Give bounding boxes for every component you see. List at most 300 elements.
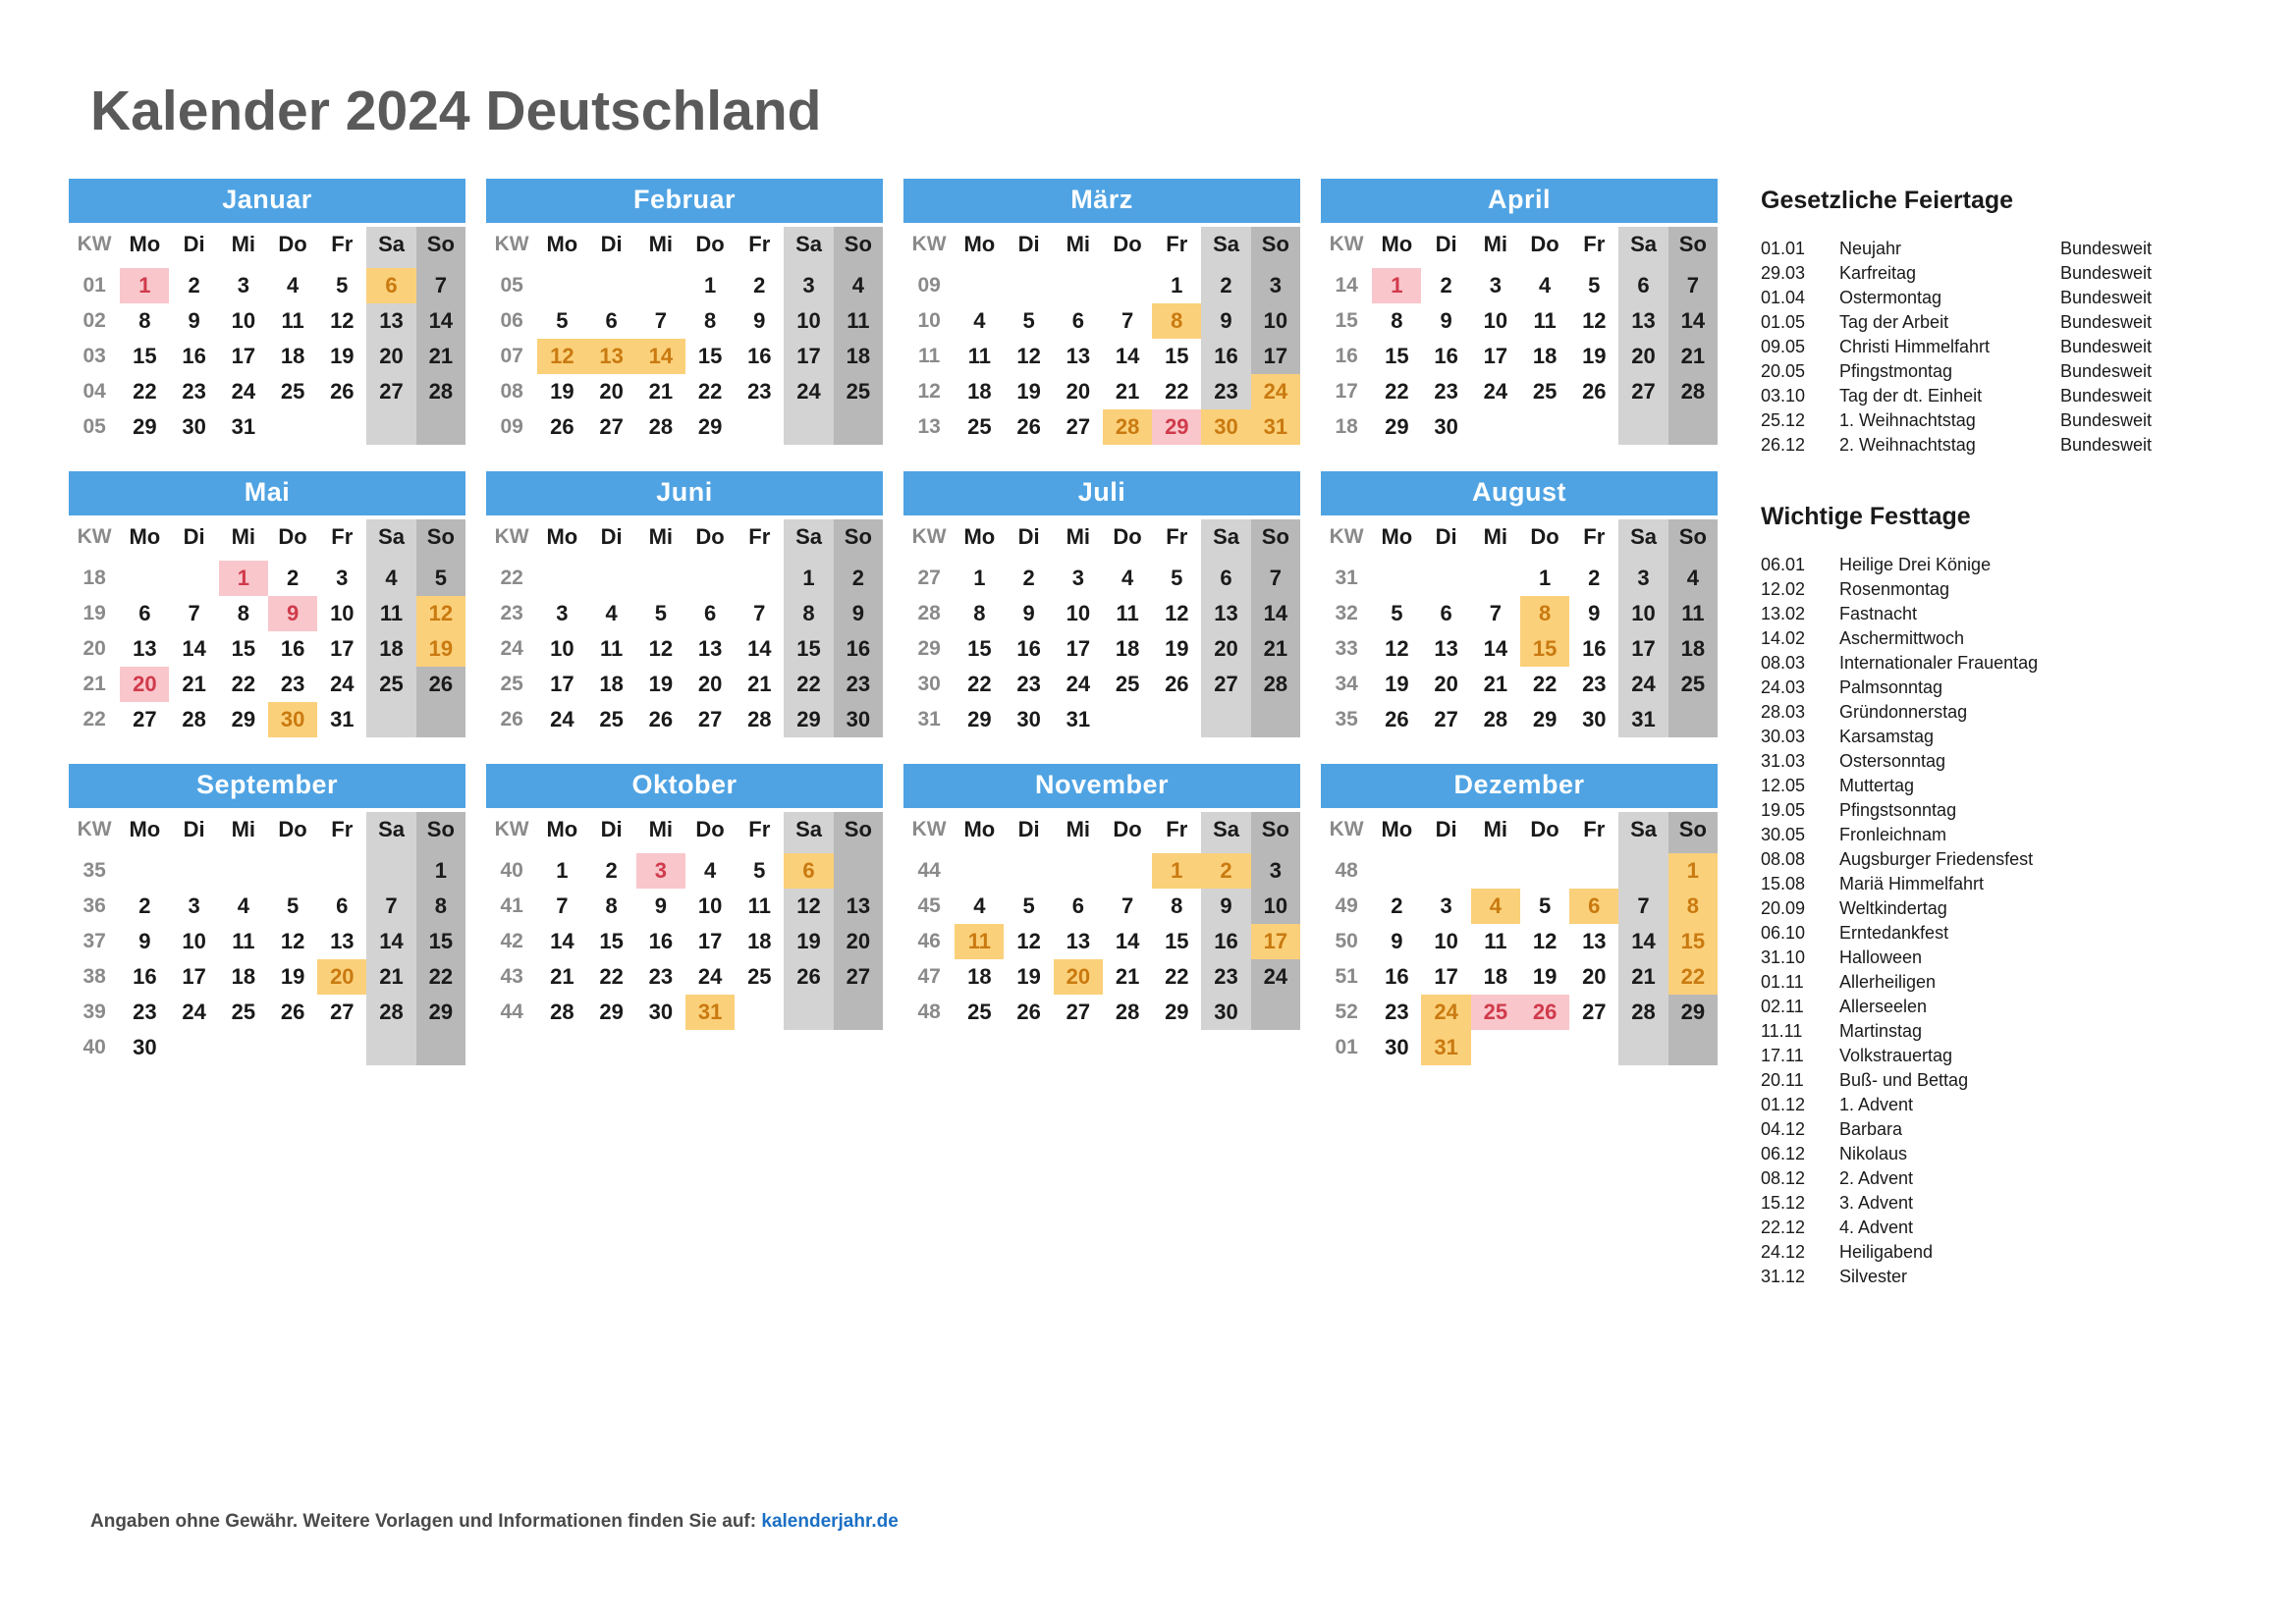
day-cell[interactable]: 26 xyxy=(550,414,574,439)
day-cell[interactable]: 15 xyxy=(231,636,256,661)
day-cell[interactable]: 21 xyxy=(366,959,415,995)
day-cell[interactable]: 2 xyxy=(834,561,883,596)
day-cell[interactable]: 8 xyxy=(973,601,986,625)
day-cell[interactable]: 29 xyxy=(1385,414,1409,439)
day-cell[interactable]: 24 xyxy=(330,672,355,696)
day-cell[interactable]: 20 xyxy=(1582,964,1607,989)
day-cell[interactable]: 11 xyxy=(1484,929,1507,953)
day-cell[interactable]: 4 xyxy=(973,308,986,333)
day-cell[interactable]: 1 xyxy=(120,268,169,303)
day-cell[interactable]: 9 xyxy=(268,596,317,631)
day-cell[interactable]: 19 xyxy=(1385,672,1409,696)
day-cell[interactable]: 21 xyxy=(550,964,574,989)
day-cell[interactable]: 18 xyxy=(599,672,624,696)
day-cell[interactable]: 9 xyxy=(1022,601,1035,625)
day-cell[interactable]: 1 xyxy=(1668,853,1718,889)
day-cell[interactable]: 22 xyxy=(1165,964,1189,989)
day-cell[interactable]: 13 xyxy=(1618,303,1667,339)
day-cell[interactable]: 18 xyxy=(1483,964,1508,989)
day-cell[interactable]: 2 xyxy=(1022,566,1035,590)
day-cell[interactable]: 19 xyxy=(784,924,833,959)
day-cell[interactable]: 3 xyxy=(1618,561,1667,596)
day-cell[interactable]: 29 xyxy=(1668,995,1718,1030)
day-cell[interactable]: 5 xyxy=(1588,273,1601,298)
day-cell[interactable]: 1 xyxy=(556,858,569,883)
day-cell[interactable]: 17 xyxy=(697,929,723,953)
day-cell[interactable]: 10 xyxy=(231,308,256,333)
day-cell[interactable]: 4 xyxy=(237,893,249,918)
day-cell[interactable]: 25 xyxy=(1115,672,1140,696)
day-cell[interactable]: 26 xyxy=(1385,707,1409,731)
day-cell[interactable]: 15 xyxy=(697,344,723,368)
day-cell[interactable]: 11 xyxy=(1668,596,1718,631)
day-cell[interactable]: 3 xyxy=(784,268,833,303)
day-cell[interactable]: 14 xyxy=(366,924,415,959)
day-cell[interactable]: 11 xyxy=(281,308,304,333)
day-cell[interactable]: 13 xyxy=(1434,636,1458,661)
day-cell[interactable]: 11 xyxy=(232,929,255,953)
day-cell[interactable]: 30 xyxy=(1385,1035,1409,1059)
day-cell[interactable]: 7 xyxy=(1121,308,1134,333)
day-cell[interactable]: 11 xyxy=(955,924,1004,959)
day-cell[interactable]: 22 xyxy=(599,964,624,989)
day-cell[interactable]: 30 xyxy=(1434,414,1458,439)
day-cell[interactable]: 3 xyxy=(188,893,200,918)
day-cell[interactable]: 7 xyxy=(188,601,200,625)
day-cell[interactable]: 21 xyxy=(182,672,206,696)
day-cell[interactable]: 12 xyxy=(1016,344,1041,368)
day-cell[interactable]: 5 xyxy=(654,601,667,625)
day-cell[interactable]: 16 xyxy=(648,929,674,953)
day-cell[interactable]: 30 xyxy=(1582,707,1607,731)
day-cell[interactable]: 22 xyxy=(231,672,256,696)
day-cell[interactable]: 18 xyxy=(231,964,256,989)
day-cell[interactable]: 8 xyxy=(703,308,717,333)
day-cell[interactable]: 8 xyxy=(1171,893,1183,918)
day-cell[interactable]: 21 xyxy=(1668,339,1718,374)
day-cell[interactable]: 9 xyxy=(1588,601,1601,625)
day-cell[interactable]: 20 xyxy=(1434,672,1458,696)
day-cell[interactable]: 27 xyxy=(1201,667,1250,702)
day-cell[interactable]: 7 xyxy=(1618,889,1667,924)
day-cell[interactable]: 10 xyxy=(330,601,355,625)
day-cell[interactable]: 17 xyxy=(1251,924,1300,959)
day-cell[interactable]: 26 xyxy=(1165,672,1189,696)
day-cell[interactable]: 5 xyxy=(556,308,569,333)
day-cell[interactable]: 11 xyxy=(366,596,415,631)
day-cell[interactable]: 6 xyxy=(1201,561,1250,596)
day-cell[interactable]: 5 xyxy=(753,858,766,883)
day-cell[interactable]: 27 xyxy=(133,707,157,731)
day-cell[interactable]: 10 xyxy=(1251,889,1300,924)
day-cell[interactable]: 19 xyxy=(1532,964,1558,989)
day-cell[interactable]: 24 xyxy=(550,707,574,731)
day-cell[interactable]: 23 xyxy=(1016,672,1041,696)
day-cell[interactable]: 6 xyxy=(366,268,415,303)
day-cell[interactable]: 29 xyxy=(967,707,992,731)
day-cell[interactable]: 8 xyxy=(1668,889,1718,924)
day-cell[interactable]: 4 xyxy=(605,601,618,625)
day-cell[interactable]: 25 xyxy=(967,414,992,439)
day-cell[interactable]: 24 xyxy=(182,1000,206,1024)
day-cell[interactable]: 18 xyxy=(967,379,992,404)
day-cell[interactable]: 31 xyxy=(1421,1030,1470,1065)
day-cell[interactable]: 11 xyxy=(834,303,883,339)
day-cell[interactable]: 15 xyxy=(784,631,833,667)
day-cell[interactable]: 13 xyxy=(697,636,723,661)
day-cell[interactable]: 22 xyxy=(1165,379,1189,404)
day-cell[interactable]: 20 xyxy=(1066,379,1091,404)
day-cell[interactable]: 23 xyxy=(1582,672,1607,696)
day-cell[interactable]: 9 xyxy=(834,596,883,631)
day-cell[interactable]: 25 xyxy=(599,707,624,731)
day-cell[interactable]: 13 xyxy=(1066,929,1091,953)
day-cell[interactable]: 23 xyxy=(1201,374,1250,409)
day-cell[interactable]: 30 xyxy=(834,702,883,737)
day-cell[interactable]: 5 xyxy=(336,273,349,298)
day-cell[interactable]: 8 xyxy=(237,601,249,625)
day-cell[interactable]: 1 xyxy=(703,273,717,298)
day-cell[interactable]: 22 xyxy=(967,672,992,696)
day-cell[interactable]: 29 xyxy=(1152,409,1201,445)
day-cell[interactable]: 10 xyxy=(1618,596,1667,631)
day-cell[interactable]: 11 xyxy=(1116,601,1139,625)
day-cell[interactable]: 2 xyxy=(1201,268,1250,303)
day-cell[interactable]: 16 xyxy=(1434,344,1458,368)
day-cell[interactable]: 13 xyxy=(1582,929,1607,953)
day-cell[interactable]: 23 xyxy=(280,672,305,696)
day-cell[interactable]: 2 xyxy=(753,273,766,298)
day-cell[interactable]: 23 xyxy=(747,379,772,404)
day-cell[interactable]: 27 xyxy=(366,374,415,409)
day-cell[interactable]: 11 xyxy=(967,344,991,368)
day-cell[interactable]: 12 xyxy=(1582,308,1607,333)
day-cell[interactable]: 24 xyxy=(1066,672,1091,696)
day-cell[interactable]: 15 xyxy=(967,636,992,661)
day-cell[interactable]: 31 xyxy=(1251,409,1300,445)
day-cell[interactable]: 21 xyxy=(1115,964,1140,989)
day-cell[interactable]: 2 xyxy=(1201,853,1250,889)
day-cell[interactable]: 4 xyxy=(1538,273,1552,298)
day-cell[interactable]: 6 xyxy=(703,601,717,625)
day-cell[interactable]: 8 xyxy=(138,308,151,333)
day-cell[interactable]: 12 xyxy=(784,889,833,924)
day-cell[interactable]: 10 xyxy=(1483,308,1508,333)
day-cell[interactable]: 5 xyxy=(286,893,300,918)
day-cell[interactable]: 1 xyxy=(1152,853,1201,889)
day-cell[interactable]: 6 xyxy=(1618,268,1667,303)
day-cell[interactable]: 8 xyxy=(416,889,465,924)
day-cell[interactable]: 13 xyxy=(586,339,635,374)
day-cell[interactable]: 27 xyxy=(330,1000,355,1024)
day-cell[interactable]: 8 xyxy=(1152,303,1201,339)
day-cell[interactable]: 9 xyxy=(1201,889,1250,924)
day-cell[interactable]: 26 xyxy=(648,707,674,731)
day-cell[interactable]: 14 xyxy=(1483,636,1508,661)
day-cell[interactable]: 28 xyxy=(550,1000,574,1024)
day-cell[interactable]: 8 xyxy=(1520,596,1569,631)
day-cell[interactable]: 23 xyxy=(1201,959,1250,995)
day-cell[interactable]: 4 xyxy=(973,893,986,918)
day-cell[interactable]: 20 xyxy=(120,667,169,702)
day-cell[interactable]: 24 xyxy=(1483,379,1508,404)
day-cell[interactable]: 12 xyxy=(330,308,355,333)
day-cell[interactable]: 15 xyxy=(133,344,157,368)
day-cell[interactable]: 26 xyxy=(416,667,465,702)
day-cell[interactable]: 10 xyxy=(1066,601,1091,625)
day-cell[interactable]: 13 xyxy=(330,929,355,953)
day-cell[interactable]: 5 xyxy=(1022,308,1035,333)
day-cell[interactable]: 27 xyxy=(1618,374,1667,409)
day-cell[interactable]: 16 xyxy=(1201,924,1250,959)
day-cell[interactable]: 6 xyxy=(1071,893,1084,918)
day-cell[interactable]: 1 xyxy=(416,853,465,889)
day-cell[interactable]: 28 xyxy=(182,707,206,731)
day-cell[interactable]: 2 xyxy=(286,566,300,590)
footer-link[interactable]: kalenderjahr.de xyxy=(761,1511,899,1532)
day-cell[interactable]: 5 xyxy=(1171,566,1183,590)
day-cell[interactable]: 23 xyxy=(648,964,674,989)
day-cell[interactable]: 21 xyxy=(416,339,465,374)
day-cell[interactable]: 30 xyxy=(1016,707,1041,731)
day-cell[interactable]: 24 xyxy=(1618,667,1667,702)
day-cell[interactable]: 16 xyxy=(182,344,206,368)
day-cell[interactable]: 13 xyxy=(1201,596,1250,631)
day-cell[interactable]: 28 xyxy=(416,374,465,409)
day-cell[interactable]: 26 xyxy=(280,1000,305,1024)
day-cell[interactable]: 11 xyxy=(747,893,771,918)
day-cell[interactable]: 4 xyxy=(286,273,300,298)
day-cell[interactable]: 14 xyxy=(182,636,206,661)
day-cell[interactable]: 20 xyxy=(834,924,883,959)
day-cell[interactable]: 8 xyxy=(1391,308,1403,333)
day-cell[interactable]: 13 xyxy=(133,636,157,661)
day-cell[interactable]: 22 xyxy=(1668,959,1718,995)
day-cell[interactable]: 3 xyxy=(1440,893,1452,918)
day-cell[interactable]: 16 xyxy=(1385,964,1409,989)
day-cell[interactable]: 4 xyxy=(1471,889,1520,924)
day-cell[interactable]: 18 xyxy=(1115,636,1140,661)
day-cell[interactable]: 22 xyxy=(416,959,465,995)
day-cell[interactable]: 1 xyxy=(1372,268,1421,303)
day-cell[interactable]: 6 xyxy=(605,308,618,333)
day-cell[interactable]: 18 xyxy=(280,344,305,368)
day-cell[interactable]: 6 xyxy=(1071,308,1084,333)
day-cell[interactable]: 12 xyxy=(648,636,674,661)
day-cell[interactable]: 13 xyxy=(834,889,883,924)
day-cell[interactable]: 28 xyxy=(648,414,674,439)
day-cell[interactable]: 4 xyxy=(1668,561,1718,596)
day-cell[interactable]: 14 xyxy=(1115,929,1140,953)
day-cell[interactable]: 15 xyxy=(1385,344,1409,368)
day-cell[interactable]: 16 xyxy=(133,964,157,989)
day-cell[interactable]: 4 xyxy=(834,268,883,303)
day-cell[interactable]: 16 xyxy=(280,636,305,661)
day-cell[interactable]: 3 xyxy=(1071,566,1084,590)
day-cell[interactable]: 1 xyxy=(784,561,833,596)
day-cell[interactable]: 9 xyxy=(138,929,151,953)
day-cell[interactable]: 19 xyxy=(1582,344,1607,368)
day-cell[interactable]: 18 xyxy=(967,964,992,989)
day-cell[interactable]: 9 xyxy=(753,308,766,333)
day-cell[interactable]: 22 xyxy=(697,379,723,404)
day-cell[interactable]: 4 xyxy=(366,561,415,596)
day-cell[interactable]: 28 xyxy=(366,995,415,1030)
day-cell[interactable]: 21 xyxy=(1618,959,1667,995)
day-cell[interactable]: 27 xyxy=(1434,707,1458,731)
day-cell[interactable]: 28 xyxy=(1251,667,1300,702)
day-cell[interactable]: 10 xyxy=(182,929,206,953)
day-cell[interactable]: 27 xyxy=(1582,1000,1607,1024)
day-cell[interactable]: 31 xyxy=(231,414,256,439)
day-cell[interactable]: 24 xyxy=(1421,995,1470,1030)
day-cell[interactable]: 3 xyxy=(1489,273,1502,298)
day-cell[interactable]: 3 xyxy=(556,601,569,625)
day-cell[interactable]: 17 xyxy=(330,636,355,661)
day-cell[interactable]: 12 xyxy=(1165,601,1189,625)
day-cell[interactable]: 16 xyxy=(747,344,772,368)
day-cell[interactable]: 18 xyxy=(1668,631,1718,667)
day-cell[interactable]: 23 xyxy=(834,667,883,702)
day-cell[interactable]: 27 xyxy=(834,959,883,995)
day-cell[interactable]: 20 xyxy=(1054,959,1103,995)
day-cell[interactable]: 7 xyxy=(753,601,766,625)
day-cell[interactable]: 13 xyxy=(1066,344,1091,368)
day-cell[interactable]: 31 xyxy=(330,707,355,731)
day-cell[interactable]: 28 xyxy=(1103,409,1152,445)
day-cell[interactable]: 26 xyxy=(1520,995,1569,1030)
day-cell[interactable]: 10 xyxy=(1434,929,1458,953)
day-cell[interactable]: 29 xyxy=(599,1000,624,1024)
day-cell[interactable]: 30 xyxy=(648,1000,674,1024)
day-cell[interactable]: 7 xyxy=(654,308,667,333)
day-cell[interactable]: 7 xyxy=(556,893,569,918)
day-cell[interactable]: 17 xyxy=(550,672,574,696)
day-cell[interactable]: 7 xyxy=(1489,601,1502,625)
day-cell[interactable]: 3 xyxy=(1251,268,1300,303)
day-cell[interactable]: 30 xyxy=(133,1035,157,1059)
day-cell[interactable]: 1 xyxy=(1171,273,1183,298)
day-cell[interactable]: 13 xyxy=(366,303,415,339)
day-cell[interactable]: 20 xyxy=(366,339,415,374)
day-cell[interactable]: 14 xyxy=(636,339,685,374)
day-cell[interactable]: 14 xyxy=(1115,344,1140,368)
day-cell[interactable]: 7 xyxy=(1121,893,1134,918)
day-cell[interactable]: 3 xyxy=(336,566,349,590)
day-cell[interactable]: 5 xyxy=(1391,601,1403,625)
day-cell[interactable]: 12 xyxy=(280,929,305,953)
day-cell[interactable]: 6 xyxy=(138,601,151,625)
day-cell[interactable]: 3 xyxy=(237,273,249,298)
day-cell[interactable]: 25 xyxy=(1471,995,1520,1030)
day-cell[interactable]: 8 xyxy=(605,893,618,918)
day-cell[interactable]: 30 xyxy=(1201,995,1250,1030)
day-cell[interactable]: 30 xyxy=(182,414,206,439)
day-cell[interactable]: 17 xyxy=(784,339,833,374)
day-cell[interactable]: 26 xyxy=(1582,379,1607,404)
day-cell[interactable]: 25 xyxy=(280,379,305,404)
day-cell[interactable]: 30 xyxy=(268,702,317,737)
day-cell[interactable]: 18 xyxy=(834,339,883,374)
day-cell[interactable]: 9 xyxy=(1440,308,1452,333)
day-cell[interactable]: 1 xyxy=(973,566,986,590)
day-cell[interactable]: 17 xyxy=(231,344,256,368)
day-cell[interactable]: 11 xyxy=(599,636,624,661)
day-cell[interactable]: 14 xyxy=(416,303,465,339)
day-cell[interactable]: 22 xyxy=(1385,379,1409,404)
day-cell[interactable]: 22 xyxy=(133,379,157,404)
day-cell[interactable]: 5 xyxy=(1538,893,1552,918)
day-cell[interactable]: 15 xyxy=(1668,924,1718,959)
day-cell[interactable]: 14 xyxy=(1618,924,1667,959)
day-cell[interactable]: 6 xyxy=(336,893,349,918)
day-cell[interactable]: 2 xyxy=(1588,566,1601,590)
day-cell[interactable]: 2 xyxy=(138,893,151,918)
day-cell[interactable]: 25 xyxy=(231,1000,256,1024)
day-cell[interactable]: 8 xyxy=(784,596,833,631)
day-cell[interactable]: 21 xyxy=(1251,631,1300,667)
day-cell[interactable]: 9 xyxy=(1201,303,1250,339)
day-cell[interactable]: 18 xyxy=(747,929,772,953)
day-cell[interactable]: 5 xyxy=(416,561,465,596)
day-cell[interactable]: 15 xyxy=(416,924,465,959)
day-cell[interactable]: 10 xyxy=(697,893,723,918)
day-cell[interactable]: 26 xyxy=(784,959,833,995)
day-cell[interactable]: 28 xyxy=(1483,707,1508,731)
day-cell[interactable]: 7 xyxy=(416,268,465,303)
day-cell[interactable]: 14 xyxy=(747,636,772,661)
day-cell[interactable]: 1 xyxy=(219,561,268,596)
day-cell[interactable]: 10 xyxy=(1251,303,1300,339)
day-cell[interactable]: 12 xyxy=(416,596,465,631)
day-cell[interactable]: 29 xyxy=(784,702,833,737)
day-cell[interactable]: 28 xyxy=(1668,374,1718,409)
day-cell[interactable]: 21 xyxy=(1483,672,1508,696)
day-cell[interactable]: 14 xyxy=(1251,596,1300,631)
day-cell[interactable]: 29 xyxy=(231,707,256,731)
day-cell[interactable]: 24 xyxy=(231,379,256,404)
day-cell[interactable]: 12 xyxy=(537,339,586,374)
day-cell[interactable]: 29 xyxy=(697,414,723,439)
day-cell[interactable]: 24 xyxy=(1251,374,1300,409)
day-cell[interactable]: 19 xyxy=(550,379,574,404)
day-cell[interactable]: 22 xyxy=(784,667,833,702)
day-cell[interactable]: 12 xyxy=(1385,636,1409,661)
day-cell[interactable]: 22 xyxy=(1532,672,1558,696)
day-cell[interactable]: 20 xyxy=(317,959,366,995)
day-cell[interactable]: 27 xyxy=(1066,414,1091,439)
day-cell[interactable]: 24 xyxy=(1251,959,1300,995)
day-cell[interactable]: 19 xyxy=(330,344,355,368)
day-cell[interactable]: 31 xyxy=(1618,702,1667,737)
day-cell[interactable]: 31 xyxy=(685,995,735,1030)
day-cell[interactable]: 26 xyxy=(1016,1000,1041,1024)
day-cell[interactable]: 26 xyxy=(1016,414,1041,439)
day-cell[interactable]: 21 xyxy=(648,379,674,404)
day-cell[interactable]: 4 xyxy=(1121,566,1134,590)
day-cell[interactable]: 28 xyxy=(1115,1000,1140,1024)
day-cell[interactable]: 29 xyxy=(133,414,157,439)
day-cell[interactable]: 10 xyxy=(784,303,833,339)
day-cell[interactable]: 24 xyxy=(784,374,833,409)
day-cell[interactable]: 3 xyxy=(636,853,685,889)
day-cell[interactable]: 27 xyxy=(697,707,723,731)
day-cell[interactable]: 17 xyxy=(1618,631,1667,667)
day-cell[interactable]: 19 xyxy=(1165,636,1189,661)
day-cell[interactable]: 25 xyxy=(366,667,415,702)
day-cell[interactable]: 19 xyxy=(416,631,465,667)
day-cell[interactable]: 11 xyxy=(1533,308,1557,333)
